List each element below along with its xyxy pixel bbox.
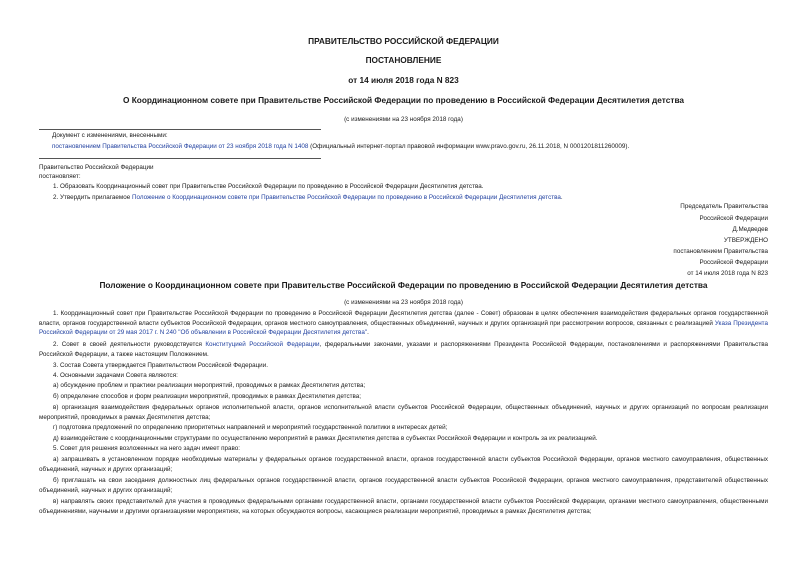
decree-link[interactable]: Указа Президента Российской Федерации от 29 мая 2017 г. N 240 "Об объявлении в Российской Федерации Десятилетия детства": [39, 319, 768, 337]
paragraph-4e: д) взаимодействие с координационными структурами по осуществлению мероприятий в рамках Десятилетия детства в субъектах Российской Федерации и контроль за их реализацией.: [53, 435, 598, 442]
approved-label: УТВЕРЖДЕНО: [723, 237, 768, 244]
signature-name: Д.Медведев: [732, 226, 768, 233]
paragraph-4a: а) обсуждение проблем и практики реализации мероприятий, проводимых в рамках Десятилетия детства;: [53, 382, 366, 389]
decree-item-1: 1. Образовать Координационный совет при Правительстве Российской Федерации по проведению в Российской Федерации Десятилетия детства.: [53, 183, 484, 190]
government-heading: ПРАВИТЕЛЬСТВО РОССИЙСКОЙ ФЕДЕРАЦИИ: [308, 36, 499, 46]
regulation-link[interactable]: Положение о Координационном совете при Правительстве Российской Федерации по проведению в Российской Федерации Десятилетия детства: [131, 194, 561, 201]
regulation-changes-note: (с изменениями на 23 ноября 2018 года): [344, 299, 463, 306]
preamble-line-2: постановляет:: [39, 173, 81, 180]
approved-date: от 14 июля 2018 года N 823: [687, 270, 768, 277]
paragraph-4c: в) организация взаимодействия федеральных органов исполнительной власти, органов исполнительной власти субъектов Российской Федерации, общественных объединений, научных и других организаций по вопросам реализации мероприятий, проводимых в рамках Десятилетия детства;: [39, 404, 768, 421]
paragraph-3: 3. Состав Совета утверждается Правительством Российской Федерации.: [53, 362, 268, 369]
changes-label: Документ с изменениями, внесенными:: [52, 132, 168, 139]
constitution-link[interactable]: Конституцией Российской Федерации: [205, 341, 320, 348]
paragraph-1: [39, 309, 768, 338]
amendment-link[interactable]: постановлением Правительства Российской Федерации от 23 ноября 2018 года N 1408: [52, 143, 309, 150]
paragraph-2-text: 2. Совет в своей деятельности руководствуется: [53, 341, 206, 348]
changes-line: [52, 142, 629, 152]
amendment-source: (Официальный интернет-портал правовой информации www.pravo.gov.ru, 26.11.2018, N 0001201811260009).: [308, 143, 630, 150]
preamble-line-1: Правительство Российской Федерации: [39, 164, 154, 171]
paragraph-4: 4. Основными задачами Совета являются:: [53, 372, 178, 379]
paragraph-5b: б) приглашать на свои заседания должностных лиц федеральных органов государственной власти, органов государственной власти субъектов Российской Федерации, органов местного самоуправления, представителей общественных объединений, научных и других организаций;: [39, 477, 768, 494]
regulation-title: Положение о Координационном совете при Правительстве Российской Федерации по проведению в Российской Федерации Десятилетия детства: [99, 280, 708, 290]
divider: [39, 158, 321, 159]
approved-line: Российской Федерации: [699, 259, 768, 266]
divider: [39, 129, 321, 130]
paragraph-5c: в) направлять своих представителей для участия в проводимых федеральными органами государственной власти, органами государственной власти субъектов Российской Федерации, органами местного самоуправления, общественными объединениями, научными и другими организациями мероприятиях, на которых обсуждаются вопросы, касающиеся реализации мероприятий, проводимых в рамках Десятилетия детства;: [39, 498, 768, 515]
paragraph-4b: б) определение способов и форм реализации мероприятий, проводимых в рамках Десятилетия детства;: [53, 393, 362, 400]
paragraph-1-text: 1. Координационный совет при Правительстве Российской Федерации по проведению в Российской Федерации Десятилетия детства (далее - Совет) образован в целях обеспечения взаимодействия федеральных органов государственной власти, органов государственной власти субъектов Российской Федерации, органов местного самоуправления, общественных объединений, научных и других организаций при рассмотрении вопросов, связанных с реализацией: [39, 310, 768, 327]
paragraph-2: [39, 340, 768, 359]
paragraph-4d: г) подготовка предложений по определению приоритетных направлений и мероприятий государственной политики в интересах детей;: [53, 424, 448, 431]
changes-note: (с изменениями на 23 ноября 2018 года): [344, 116, 463, 123]
paragraph-5: 5. Совет для решения возложенных на него задач имеет право:: [53, 445, 241, 452]
document-title: О Координационном совете при Правительстве Российской Федерации по проведению в Российской Федерации Десятилетия детства: [122, 95, 685, 105]
decree-item-2-text: 2. Утвердить прилагаемое: [53, 194, 132, 201]
document-date-number: от 14 июля 2018 года N 823: [348, 75, 459, 85]
approved-line: постановлением Правительства: [673, 248, 768, 255]
signature-line: Российской Федерации: [699, 215, 768, 222]
document-type: ПОСТАНОВЛЕНИЕ: [365, 55, 442, 65]
signature-line: Председатель Правительства: [680, 203, 768, 210]
paragraph-2-rest: , федеральными законами, указами и распоряжениями Президента Российской Федерации, постановлениями и распоряжениями Правительства Российской Федерации, а также настоящим Положением.: [39, 341, 768, 358]
decree-item-2-end: .: [560, 194, 563, 201]
decree-item-2: [53, 193, 563, 203]
paragraph-5a: а) запрашивать в установленном порядке необходимые материалы у федеральных органов государственной власти, органов государственной власти субъектов Российской Федерации, органов местного самоуправления, общественных объединений, научных и других организаций;: [39, 456, 768, 473]
paragraph-1-end: .: [367, 329, 369, 337]
